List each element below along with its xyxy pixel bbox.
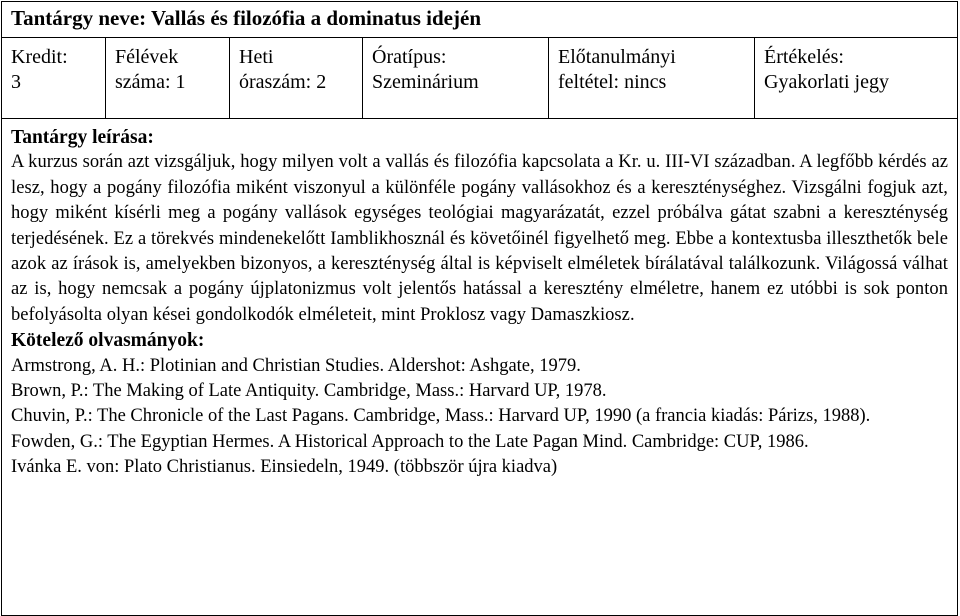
reading-item: Armstrong, A. H.: Plotinian and Christian Studies. Aldershot: Ashgate, 1979. [11,355,581,376]
meta-credit [2,38,106,119]
meta-evaluation-label: Értékelés: [764,46,844,68]
meta-prerequisite-label: Előtanulmányi [558,46,676,68]
description-heading: Tantárgy leírása: [11,127,154,148]
meta-class-type-label: Óratípus: [372,46,447,68]
meta-semesters-value: száma: 1 [115,71,186,93]
meta-credit-value: 3 [11,71,21,93]
reading-item: Ivánka E. von: Plato Christianus. Einsiedeln, 1949. (többször újra kiadva) [11,457,558,478]
readings-list [11,354,948,481]
course-table [1,1,958,616]
meta-row [2,38,958,119]
meta-class-type [363,38,549,119]
course-title: Tantárgy neve: Vallás és filozófia a dominatus idején [2,2,958,38]
meta-evaluation-value: Gyakorlati jegy [764,71,889,93]
reading-item: Chuvin, P.: The Chronicle of the Last Pagans. Cambridge, Mass.: Harvard UP, 1990 (a francia kiadás: Párizs, 1988). [11,406,871,427]
course-body [2,119,958,616]
meta-semesters-label: Félévek [115,46,179,68]
meta-weekly-hours-value: óraszám: 2 [239,71,327,93]
meta-semesters [106,38,230,119]
meta-evaluation [755,38,958,119]
reading-item: Brown, P.: The Making of Late Antiquity. Cambridge, Mass.: Harvard UP, 1978. [11,381,607,402]
reading-item: Fowden, G.: The Egyptian Hermes. A Historical Approach to the Late Pagan Mind. Cambridge: CUP, 1986. [11,431,809,452]
meta-class-type-value: Szeminárium [372,71,479,93]
body-row [2,119,958,616]
title-row [2,2,958,38]
meta-prerequisite-value: feltétel: nincs [558,71,667,93]
meta-credit-label: Kredit: [11,46,68,68]
readings-heading: Kötelező olvasmányok: [11,330,205,352]
meta-weekly-hours-label: Heti [239,46,274,68]
meta-prerequisite [549,38,755,119]
description-text: A kurzus során azt vizsgáljuk, hogy milyen volt a vallás és filozófia kapcsolata a Kr. u. III-VI században. A legfőbb kérdés az lesz, hogy a pogány filozófia miként viszonyul a különféle pogány vallásokhoz és a kereszténységhez. Vizsgálni fogjuk azt, hogy miként kísérli meg a pogány vallások egységes teológiai magyarázatát, ezzel próbálva gátat szabni a kereszténység terjedésének. Ez a törekvés mindenekelőtt Iamblikhosznál és követőinél figyelhető meg. Ebbe a kontextusba illeszthetők bele azok az írások is, amelyekben bizonyos, a kereszténység által is képviselt elméletek bírálatával találkozunk. Világossá válhat az is, hogy nemcsak a pogány újplatonizmus volt jelentős hatással a keresztény elméletre, hanem ez utóbbi is sok ponton befolyásolta olyan kései gondolkodók elméleteit, mint Proklosz vagy Damaszkiosz. [11,152,948,325]
meta-weekly-hours [230,38,363,119]
